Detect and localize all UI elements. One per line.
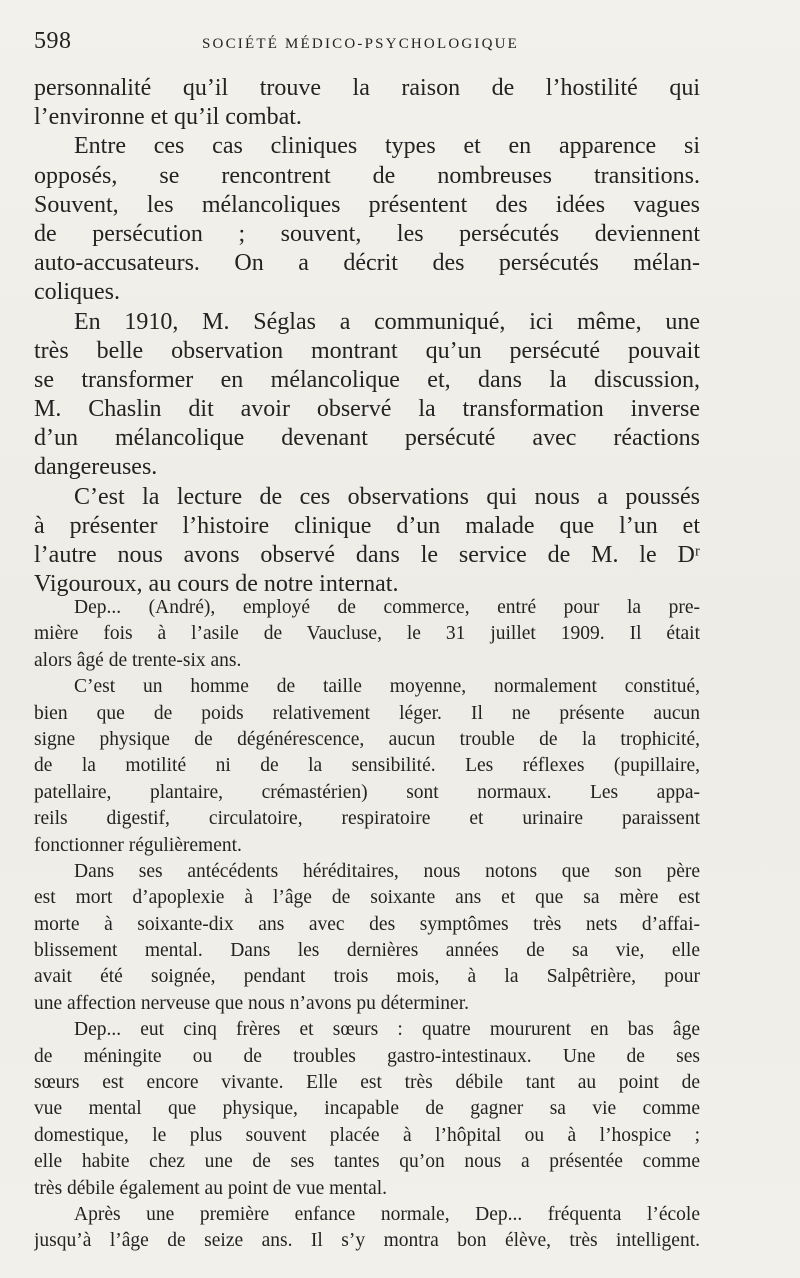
text-line: Entre ces cas cliniques types et en apparence si — [74, 133, 700, 160]
text-line: auto-accusateurs. On a décrit des persécutés mélan- — [34, 250, 700, 277]
text-line: morte à soixante-dix ans avec des symptômes très nets d’affai- — [34, 913, 700, 935]
text-line: l’environne et qu’il combat. — [34, 104, 302, 131]
text-line: dangereuses. — [34, 454, 158, 481]
text-line: mière fois à l’asile de Vaucluse, le 31 juillet 1909. Il était — [34, 623, 700, 645]
page-header — [34, 28, 700, 64]
text-line: de méningite ou de troubles gastro-intestinaux. Une de ses — [34, 1045, 700, 1067]
text-line: très débile également au point de vue mental. — [34, 1177, 388, 1199]
body-text-small — [34, 595, 700, 1255]
text-line: sœurs est encore vivante. Elle est très débile tant au point de — [34, 1072, 700, 1094]
text-line: C’est la lecture de ces observations qui nous a poussés — [74, 483, 700, 510]
text-line: jusqu’à l’âge de seize ans. Il s’y montra bon élève, très intelligent. — [34, 1230, 700, 1252]
text-line: Souvent, les mélancoliques présentent des idées vagues — [34, 191, 700, 218]
running-head: SOCIÉTÉ MÉDICO-PSYCHOLOGIQUE — [202, 36, 520, 52]
text-line: reils digestif, circulatoire, respiratoire et urinaire paraissent — [34, 808, 700, 830]
text-line: est mort d’apoplexie à l’âge de soixante ans et que sa mère est — [34, 887, 700, 909]
text-line: de la motilité ni de la sensibilité. Les réflexes (pupillaire, — [34, 755, 700, 777]
text-line: domestique, le plus souvent placée à l’hôpital ou à l’hospice ; — [34, 1124, 700, 1146]
text-line: patellaire, plantaire, crémastérien) sont normaux. Les appa- — [34, 781, 700, 803]
text-line: signe physique de dégénérescence, aucun trouble de la trophicité, — [34, 728, 700, 750]
text-line: blissement mental. Dans les dernières années de sa vie, elle — [34, 940, 700, 962]
text-line: Vigouroux, au cours de notre internat. — [34, 571, 399, 598]
text-line: vue mental que physique, incapable de gagner sa vie comme — [34, 1098, 700, 1120]
text-line: avait été soignée, pendant trois mois, à la Salpêtrière, pour — [34, 966, 700, 988]
text-line: C’est un homme de taille moyenne, normalement constitué, — [74, 676, 700, 698]
text-line: Dans ses antécédents héréditaires, nous notons que son père — [74, 860, 700, 882]
text-line: l’autre nous avons observé dans le service de M. le Dʳ — [34, 542, 700, 568]
text-line: fonctionner régulièrement. — [34, 834, 242, 856]
text-line: elle habite chez une de ses tantes qu’on nous a présentée comme — [34, 1151, 700, 1173]
text-line: opposés, se rencontrent de nombreuses transitions. — [34, 162, 700, 189]
text-line: bien que de poids relativement léger. Il ne présente aucun — [34, 702, 700, 724]
text-line: à présenter l’histoire clinique d’un malade que l’un et — [34, 512, 700, 539]
text-line: M. Chaslin dit avoir observé la transformation inverse — [34, 396, 700, 423]
body-text-large — [34, 74, 700, 599]
text-line: de persécution ; souvent, les persécutés deviennent — [34, 220, 700, 247]
text-line: personnalité qu’il trouve la raison de l’hostilité qui — [34, 75, 700, 101]
text-line: Dep... eut cinq frères et sœurs : quatre moururent en bas âge — [74, 1019, 700, 1041]
text-line: alors âgé de trente-six ans. — [34, 649, 242, 671]
text-line: Dep... (André), employé de commerce, entré pour la pre- — [74, 597, 700, 618]
text-line: se transformer en mélancolique et, dans la discussion, — [34, 366, 700, 393]
text-line: coliques. — [34, 279, 120, 306]
text-line: une affection nerveuse que nous n’avons pu déterminer. — [34, 992, 469, 1014]
text-line: très belle observation montrant qu’un persécuté pouvait — [34, 337, 700, 364]
text-line: En 1910, M. Séglas a communiqué, ici même, une — [74, 308, 700, 335]
text-line: d’un mélancolique devenant persécuté avec réactions — [34, 425, 700, 452]
text-line: Après une première enfance normale, Dep... fréquenta l’école — [74, 1203, 700, 1225]
page-number: 598 — [34, 28, 72, 54]
